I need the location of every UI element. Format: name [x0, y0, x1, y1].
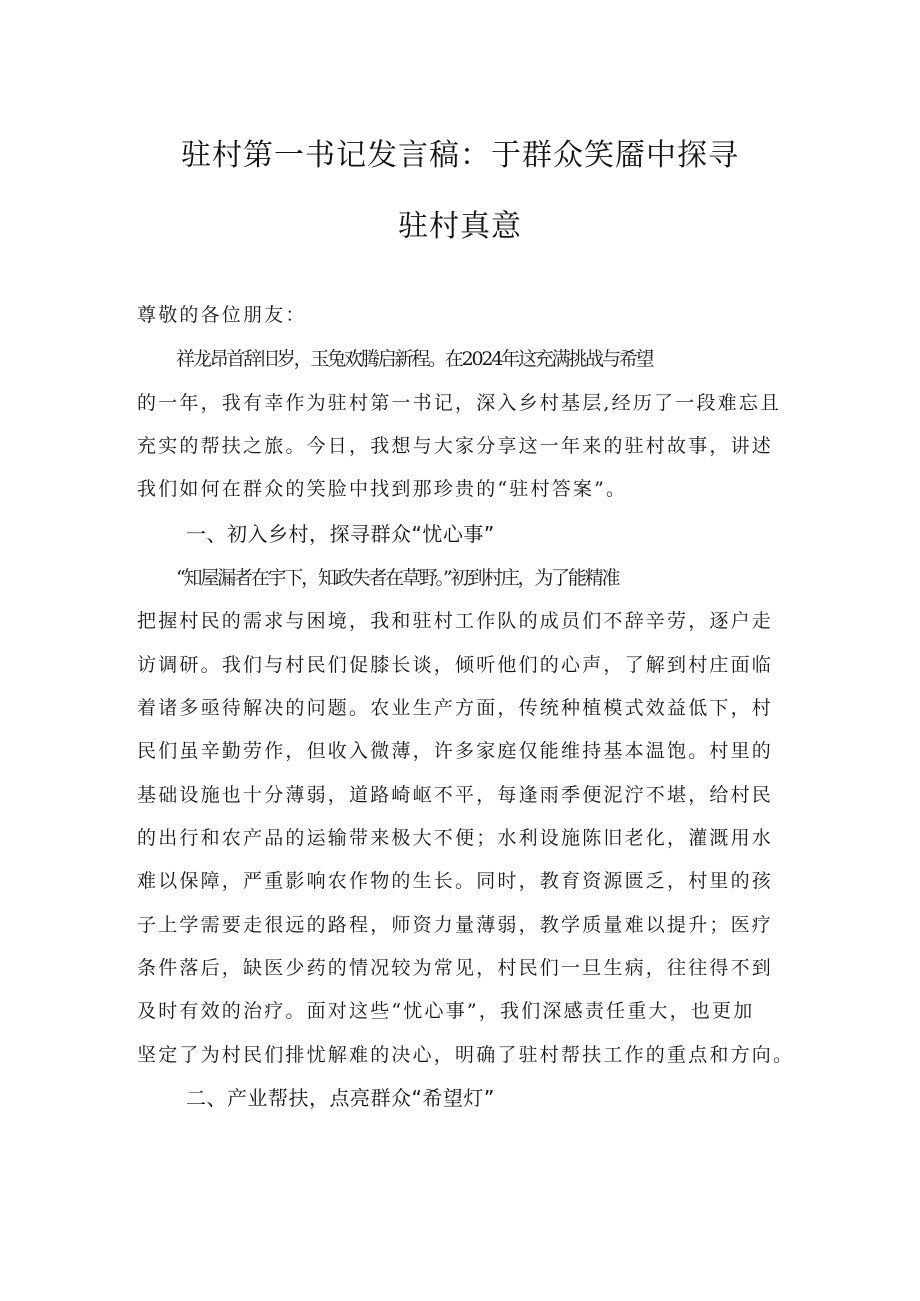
section-1-line-7: 的出行和农产品的运输带来极大不便；水利设施陈旧老化，灌溉用水 — [137, 827, 774, 849]
section-1-line-1: “知屋漏者在宇下，知政失者在草野。”初到村庄，为了能精准 — [176, 567, 619, 589]
document-title-line-1: 驻村第一书记发言稿：于群众笑靥中探寻 — [181, 138, 739, 173]
intro-line-2: 的一年，我有幸作为驻村第一书记，深入乡村基层,经历了一段难忘且 — [137, 392, 782, 414]
intro-line-1: 祥龙昂首辞旧岁，玉兔欢腾启新程。在2024年这充满挑战与希望 — [176, 348, 653, 370]
section-1-line-10: 条件落后，缺医少药的情况较为常见，村民们一旦生病，往往得不到 — [137, 957, 774, 979]
section-1-line-4: 着诸多亟待解决的问题。农业生产方面，传统种植模式效益低下，村 — [137, 697, 774, 719]
section-1-line-11: 及时有效的治疗。面对这些“忧心事”，我们深感责任重大，也更加 — [137, 1000, 755, 1022]
section-1-line-9: 子上学需要走很远的路程，师资力量薄弱，教学质量难以提升；医疗 — [137, 914, 774, 936]
section-1-line-12: 坚定了为村民们排忧解难的决心，明确了驻村帮扶工作的重点和方向。 — [137, 1044, 795, 1066]
salutation: 尊敬的各位朋友： — [137, 304, 307, 326]
intro-line-3: 充实的帮扶之旅。今日，我想与大家分享这一年来的驻村故事，讲述 — [137, 435, 774, 457]
section-1-heading: 一、初入乡村，探寻群众“忧心事” — [186, 522, 495, 546]
section-2-heading: 二、产业帮扶，点亮群众“希望灯” — [186, 1086, 495, 1110]
section-1-line-5: 民们虽辛勤劳作，但收入微薄，许多家庭仅能维持基本温饱。村里的 — [137, 740, 774, 762]
intro-line-4: 我们如何在群众的笑脸中找到那珍贵的“驻村答案”。 — [137, 478, 628, 500]
document-title-line-2: 驻村真意 — [398, 209, 522, 244]
section-1-line-2: 把握村民的需求与困境，我和驻村工作队的成员们不辞辛劳，逐户走 — [137, 610, 774, 632]
section-1-line-8: 难以保障，严重影响农作物的生长。同时，教育资源匮乏，村里的孩 — [137, 870, 774, 892]
section-1-line-6: 基础设施也十分薄弱，道路崎岖不平，每逢雨季便泥泞不堪，给村民 — [137, 784, 774, 806]
section-1-line-3: 访调研。我们与村民们促膝长谈，倾听他们的心声，了解到村庄面临 — [137, 654, 774, 676]
